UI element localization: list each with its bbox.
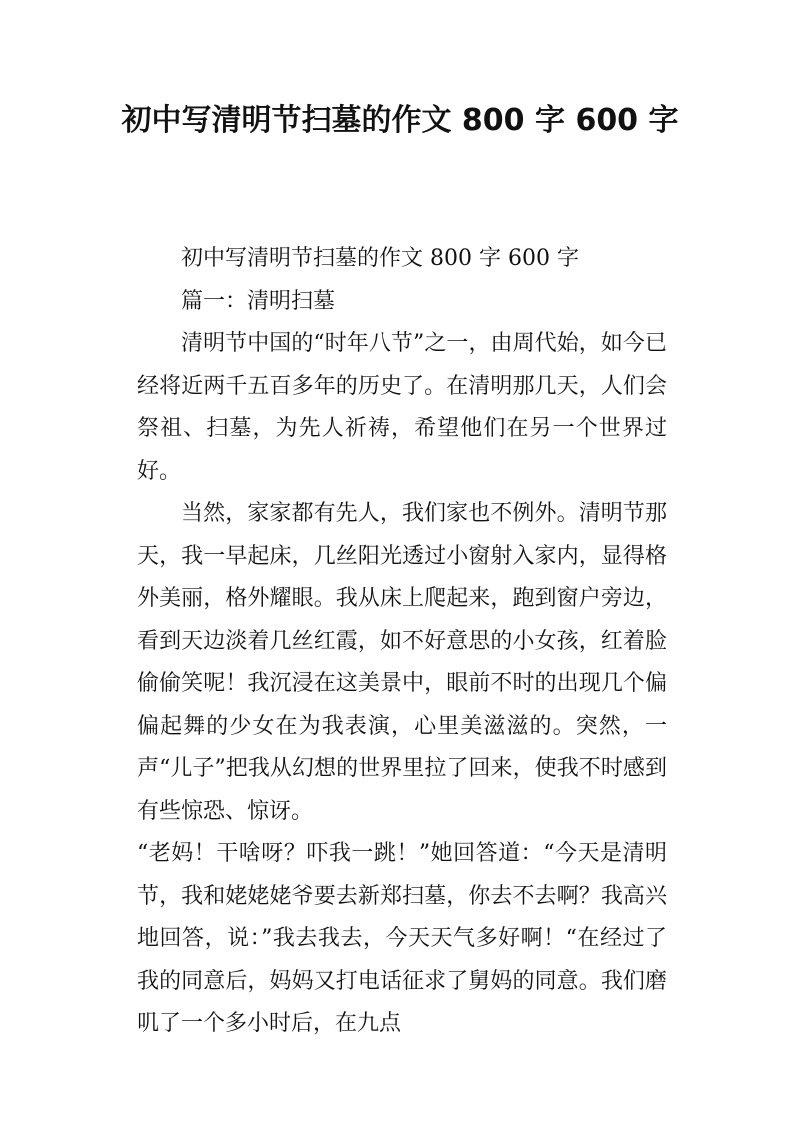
section-heading: 篇一：清明扫墓 [181,288,336,314]
paragraph-1: 清明节中国的“时年八节”之一，由周代始，如今已经将近两千五百多年的历史了。在清明那几天，人们会祭祖、扫墓，为先人祈祷，希望他们在另一个世界过好。 [137,331,667,484]
paragraph-3: “老妈！干啥呀？吓我一跳！”她回答道：“今天是清明节，我和姥姥姥爷要去新郑扫墓，你去不去啊？我高兴地回答，说：”我去我去，今天天气多好啊！“在经过了我的同意后，妈妈又打电话征求了舅妈的同意。我们磨叽了一个多小时后，在九点 [137,841,667,1036]
subtitle-line: 初中写清明节扫墓的作文 800 字 600 字 [181,246,579,271]
document-title: 初中写清明节扫墓的作文 800 字 600 字 [121,103,679,138]
document-body [137,238,667,1046]
paragraph-2: 当然，家家都有先人，我们家也不例外。清明节那天，我一早起床，几丝阳光透过小窗射入家内，显得格外美丽，格外耀眼。我从床上爬起来，跑到窗户旁边，看到天边淡着几丝红霞，如不好意思的小女孩，红着脸偷偷笑呢！我沉浸在这美景中，眼前不时的出现几个偏偏起舞的少女在为我表演，心里美滋滋的。突然，一声“儿子”把我从幻想的世界里拉了回来，使我不时感到有些惊恐、惊讶。 [137,501,667,824]
